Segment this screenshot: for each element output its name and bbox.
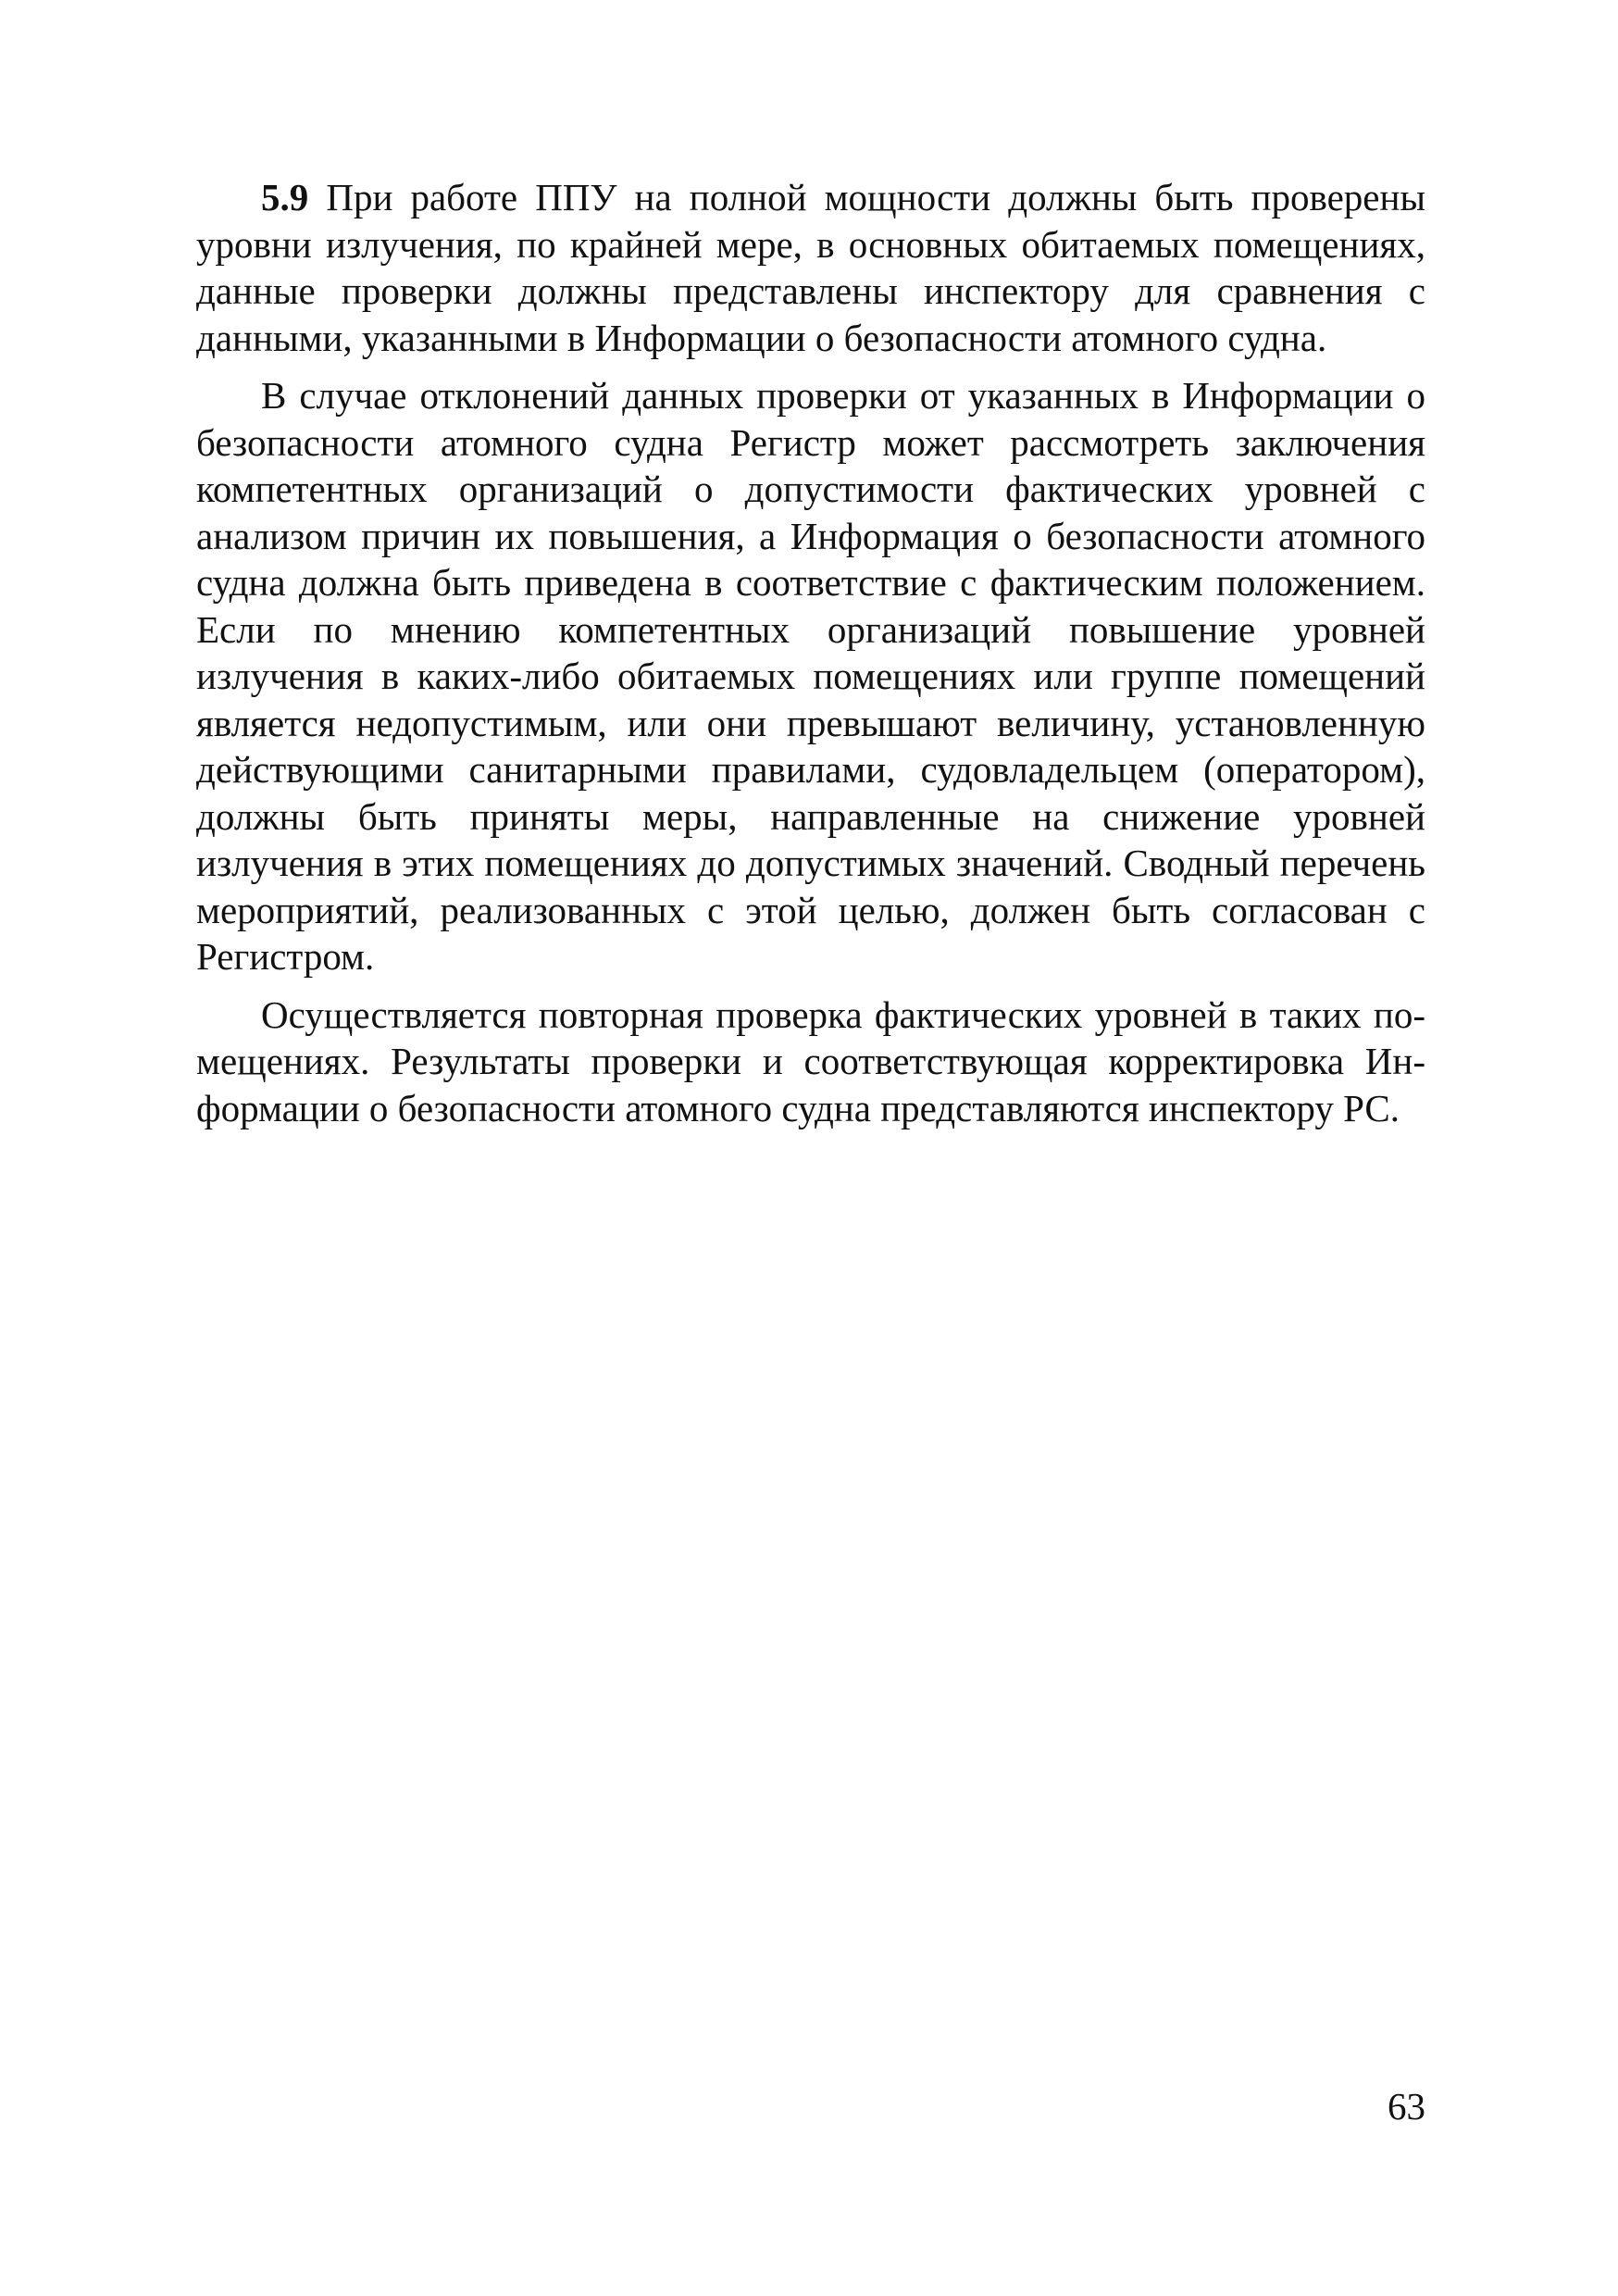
paragraph-recheck: [196, 992, 1425, 1132]
page-number: 63: [1388, 2085, 1425, 2128]
paragraph-5-9: [196, 174, 1425, 361]
paragraph-deviations: [196, 372, 1425, 980]
paragraph-text: Осуществляется повторная проверка фактических уровней в таких помещениях. Результаты проверки и соответствующая корректировка Информации о безопасности атомного судна представляются инспектору РС.: [196, 992, 1425, 1129]
body-text: [196, 174, 1425, 1142]
section-number: 5.9: [261, 176, 309, 218]
paragraph-text: При работе ППУ на полной мощности должны быть проверены уровни излучения, по крайней мере, в основных обитаемых помещениях, данные проверки должны представлены инспектору для сравнения с данными, указанными в Информации о безопасности атомного судна.: [196, 176, 1425, 359]
paragraph-text: В случае отклонений данных проверки от указанных в Информации о безопасности атомного судна Регистр может рассмотреть заключения компетентных организаций о допустимости фактических уровней с анализом причин их повышения, а Информация о безопасности атомного судна должна быть приведена в соответствие с фактическим положением. Если по мнению компетентных организаций повышение уровней излучения в каких-либо обитаемых помещениях или группе помещений является недопустимым, или они превышают величину, установленную действующими санитарными правилами, судовладельцем (оператором), должны быть приняты меры, направленные на снижение уровней излучения в этих помещениях до допустимых значений. Сводный перечень мероприятий, реализованных с этой целью, должен быть согласован с Регистром.: [196, 374, 1425, 978]
